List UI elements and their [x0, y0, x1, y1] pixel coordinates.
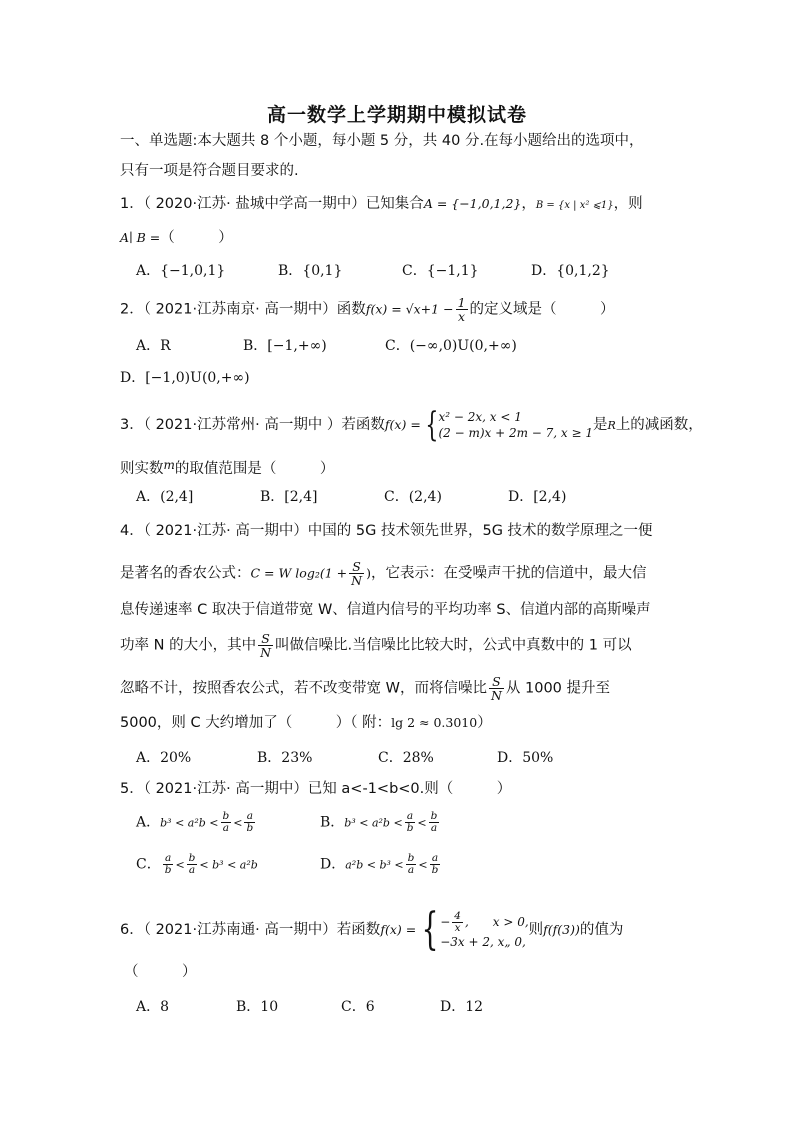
q5-option-d: [320, 853, 442, 876]
set-r: R: [607, 419, 616, 432]
q6-option-c: C．6: [341, 999, 375, 1015]
q6-option-b: B．10: [236, 999, 279, 1015]
log-approximation: lg 2 ≈ 0.3010: [391, 715, 478, 730]
case-1-sign: −: [440, 914, 451, 929]
option-label: C．: [136, 856, 161, 873]
question-4-line5: [120, 675, 610, 702]
option-fraction-1: [163, 853, 174, 876]
question-4-line5-prefix: 忽略不计，按照香农公式，若不改变带宽 W，而将信噪比: [120, 680, 487, 697]
q5-option-b: [320, 811, 441, 834]
option-fraction-2: [244, 811, 255, 834]
question-4-line2: [120, 560, 646, 587]
piecewise-cases: [438, 409, 593, 441]
fraction-numerator: a: [244, 811, 255, 823]
option-fraction-1: [405, 811, 416, 834]
q6-option-d: D．12: [440, 999, 484, 1015]
fraction-numerator: S: [258, 632, 273, 646]
question-3-stem: [120, 405, 703, 445]
question-3-mid: 是: [593, 417, 608, 433]
q1-option-a: A．{−1,0,1}: [136, 263, 226, 279]
case-2: −3x + 2, x„ 0,: [440, 934, 526, 949]
option-expr-mid: <: [233, 816, 243, 830]
q6-option-a: A．8: [136, 999, 170, 1015]
fraction-numerator: S: [489, 675, 504, 689]
option-fraction-2: [430, 853, 441, 876]
piecewise-cases: [440, 911, 528, 950]
question-1-prefix: 1．（ 2020·江苏· 盐城中学高一期中）已知集合: [120, 196, 424, 212]
composite-function: f(f(3)): [543, 922, 580, 937]
q4-option-c: C．28%: [378, 750, 434, 766]
q2-option-d: D．[−1,0)U(0,+∞): [120, 370, 250, 386]
fraction-numerator: b: [407, 852, 415, 864]
q5-option-a: [136, 811, 257, 834]
question-4-line4-prefix: 功率 N 的大小，其中: [120, 637, 257, 654]
question-4-line6: [120, 713, 492, 733]
fraction-denominator: b: [246, 822, 254, 834]
question-2-stem: [120, 296, 615, 323]
option-label: D．: [320, 856, 346, 873]
question-6-answer-blank: （ ）: [124, 964, 197, 980]
option-fraction-2: [187, 853, 198, 876]
fraction-numerator: b: [188, 852, 196, 864]
question-3-line2-suffix: 的取值范围是（ ）: [174, 461, 335, 477]
option-expr-pre: b³ < a²b <: [344, 816, 403, 830]
fraction-denominator: N: [490, 688, 502, 703]
question-4-line2-suffix: ，它表示：在受噪声干扰的信道中，最大信: [370, 565, 647, 582]
q4-option-a: A．20%: [136, 750, 192, 766]
left-brace: {: [421, 904, 439, 955]
fraction-denominator: N: [260, 645, 272, 660]
option-expr-pre: a²b < b³ <: [345, 858, 404, 872]
fraction-denominator: a: [430, 822, 438, 834]
question-4-line2-prefix: 是著名的香农公式：: [120, 565, 251, 582]
question-4-line3: 息传递速率 C 取决于信道带宽 W、信道内信号的平均功率 S、信道内部的高斯噪声: [120, 602, 651, 618]
fraction-denominator: b: [406, 822, 414, 834]
question-6-prefix: 6．（ 2021·江苏南通· 高一期中）若函数: [120, 922, 381, 938]
question-2-prefix: 2．（ 2021·江苏南京· 高一期中）函数: [120, 301, 366, 318]
q1-option-c: C．{−1,1}: [402, 263, 479, 279]
fraction-numerator: 4: [454, 909, 461, 922]
page-title: 高一数学上学期期中模拟试卷: [266, 104, 527, 126]
fraction-numerator: 1: [457, 295, 466, 310]
option-expr-mid: <: [417, 816, 427, 830]
question-4-line4: [120, 632, 632, 659]
option-fraction-1: [221, 811, 232, 834]
option-expr-post: < b³ < a²b: [199, 858, 258, 872]
option-label: B．: [320, 814, 345, 831]
option-label: A．: [136, 814, 161, 831]
case-1-fraction: [452, 911, 463, 934]
function-lhs: f(x) =: [384, 417, 421, 432]
option-expr-mid: <: [418, 858, 428, 872]
snr-fraction: [489, 675, 504, 702]
case-1-condition: , x > 0,: [464, 914, 529, 929]
function-expression: f(x) = √x+1 −: [365, 301, 454, 317]
question-6-mid: 则: [528, 922, 544, 938]
shannon-formula: C = W log₂(1 +: [250, 565, 348, 581]
question-3-line2-prefix: 则实数: [120, 461, 164, 477]
case-1: x² − 2x, x < 1: [438, 410, 522, 424]
case-2: (2 − m)x + 2m − 7, x ≥ 1: [438, 426, 594, 440]
question-3-suffix: 上的减函数，: [615, 417, 703, 433]
question-1-suffix: ，则: [613, 196, 643, 212]
question-2-suffix: 的定义域是（ ）: [469, 301, 615, 318]
question-4-line1: 4．（ 2021·江苏· 高一期中）中国的 5G 技术领先世界，5G 技术的数学原理之一便: [120, 523, 653, 539]
q2-option-a: A．R: [136, 338, 171, 354]
formula-close-paren: ): [366, 565, 371, 581]
fraction-numerator: S: [349, 560, 364, 574]
q1-option-d: D．{0,1,2}: [531, 263, 610, 279]
q3-option-b: B．[2,4]: [260, 489, 318, 505]
q1-option-b: B．{0,1}: [278, 263, 343, 279]
function-lhs: f(x) =: [380, 922, 417, 937]
piecewise-function: [416, 904, 529, 955]
answer-blank: （ ）: [160, 230, 233, 246]
fraction-denominator: x: [454, 921, 461, 934]
variable-m: m: [163, 458, 175, 472]
fraction-numerator: b: [222, 810, 230, 822]
question-4-line6-suffix: ）: [477, 715, 492, 731]
case-1: [440, 911, 528, 934]
set-b-expression: B = {x | x² ⩽1}: [535, 200, 614, 211]
fraction-denominator: b: [431, 864, 439, 876]
separator: ，: [521, 196, 536, 212]
formula-fraction: [349, 560, 364, 587]
fraction-denominator: a: [407, 864, 415, 876]
set-a-expression: A = {−1,0,1,2}: [423, 196, 522, 211]
q3-option-c: C．(2,4): [384, 489, 442, 505]
intersection-expression: A∣ B =: [120, 230, 161, 245]
question-3-prefix: 3．（ 2021·江苏常州· 高一期中 ）若函数: [120, 417, 385, 433]
fraction-denominator: a: [222, 822, 230, 834]
fraction-numerator: a: [405, 811, 416, 823]
fraction-denominator: N: [351, 573, 363, 588]
option-expr-pre: b³ < a²b <: [160, 816, 219, 830]
option-fraction-2: [429, 811, 440, 834]
q4-option-b: B．23%: [257, 750, 313, 766]
q4-option-d: D．50%: [497, 750, 554, 766]
fraction-1-over-x: [456, 296, 468, 323]
question-6-suffix: 的值为: [579, 922, 624, 938]
question-6-stem: [120, 904, 624, 955]
option-expr-mid: <: [175, 858, 185, 872]
section-instructions-line2: 只有一项是符合题目要求的.: [120, 163, 299, 179]
fraction-denominator: b: [164, 864, 172, 876]
q5-option-c: [136, 853, 258, 876]
q3-option-d: D．[2,4): [508, 489, 567, 505]
fraction-numerator: a: [430, 853, 441, 865]
option-fraction-1: [406, 853, 417, 876]
question-1-stem-line2: [120, 228, 233, 248]
q2-option-c: C．(−∞,0)U(0,+∞): [385, 338, 517, 354]
piecewise-function: [421, 405, 594, 445]
fraction-numerator: b: [430, 810, 438, 822]
section-instructions-line1: 一、单选题:本大题共 8 个小题，每小题 5 分，共 40 分.在每小题给出的选项中，: [120, 133, 644, 149]
fraction-denominator: x: [458, 309, 466, 324]
question-5-stem: 5．（ 2021·江苏· 高一期中）已知 a<-1<b<0.则（ ）: [120, 781, 512, 797]
question-3-stem-line2: [120, 455, 334, 479]
question-1-stem: [120, 194, 643, 216]
fraction-numerator: a: [163, 853, 174, 865]
left-brace: {: [425, 405, 439, 445]
question-4-line6-prefix: 5000，则 C 大约增加了（ ）（ 附：: [120, 715, 392, 731]
fraction-denominator: a: [188, 864, 196, 876]
q3-option-a: A．(2,4]: [136, 489, 194, 505]
snr-fraction: [258, 632, 273, 659]
question-4-line5-suffix: 从 1000 提升至: [505, 680, 611, 697]
question-4-line4-suffix: 叫做信噪比.当信噪比比较大时，公式中真数中的 1 可以: [275, 637, 632, 654]
q2-option-b: B．[−1,+∞): [243, 338, 327, 354]
